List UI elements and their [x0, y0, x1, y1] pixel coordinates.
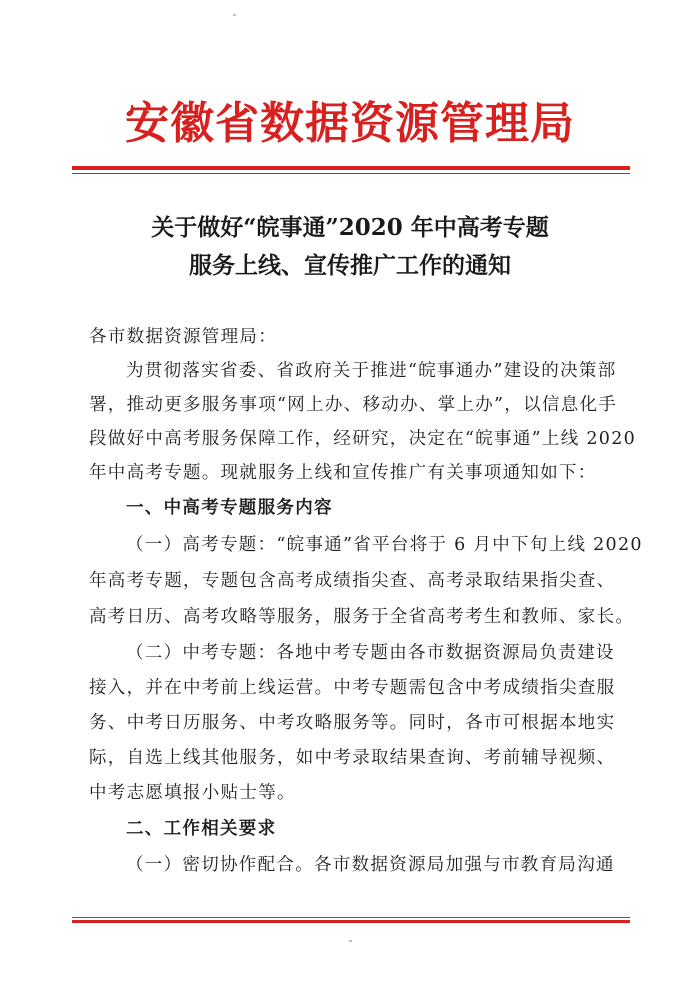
scan-speck	[233, 14, 236, 16]
body-line: 中考志愿填报小贴士等。	[89, 783, 296, 803]
body-line: 段做好中高考服务保障工作，经研究，决定在“皖事通”上线 2020	[89, 429, 637, 449]
body-line: （二）中考专题：各地中考专题由各市数据资源局负责建设	[126, 643, 615, 663]
masthead-title: 安徽省数据资源管理局	[125, 98, 575, 149]
body-line: 署，推动更多服务事项“网上办、移动办、掌上办”，以信息化手	[89, 395, 618, 415]
salutation: 各市数据资源管理局：	[89, 327, 277, 347]
body-line: 年高考专题，专题包含高考成绩指尖查、高考录取结果指尖查、	[89, 571, 616, 591]
body-line: 为贯彻落实省委、省政府关于推进“皖事通办”建设的决策部	[126, 361, 617, 381]
body-line: 接入，并在中考前上线运营。中考专题需包含中考成绩指尖查服	[89, 678, 616, 698]
body-line: 务、中考日历服务、中考攻略服务等。同时，各市可根据本地实	[89, 713, 616, 733]
document-title-line-1: 关于做好“皖事通”2020 年中高考专题	[151, 214, 549, 241]
footer-rule-thin	[72, 917, 630, 918]
section-heading-2: 二、工作相关要求	[126, 819, 277, 839]
section-heading-1: 一、中高考专题服务内容	[126, 498, 333, 518]
body-line: 年中高考专题。现就服务上线和宣传推广有关事项通知如下：	[89, 463, 597, 483]
body-line: （一）密切协作配合。各市数据资源局加强与市教育局沟通	[126, 855, 615, 875]
masthead-rule-thick	[72, 166, 630, 170]
masthead-rule-thin	[72, 173, 630, 174]
body-line: 际，自选上线其他服务，如中考录取结果查询、考前辅导视频、	[89, 748, 616, 768]
scan-speck	[349, 940, 352, 942]
document-title-line-2: 服务上线、宣传推广工作的通知	[189, 252, 511, 279]
body-line: 高考日历、高考攻略等服务，服务于全省高考考生和教师、家长。	[89, 607, 635, 627]
body-line: （一）高考专题：“皖事通”省平台将于 6 月中下旬上线 2020	[126, 535, 643, 555]
footer-rule-thick	[72, 920, 630, 923]
